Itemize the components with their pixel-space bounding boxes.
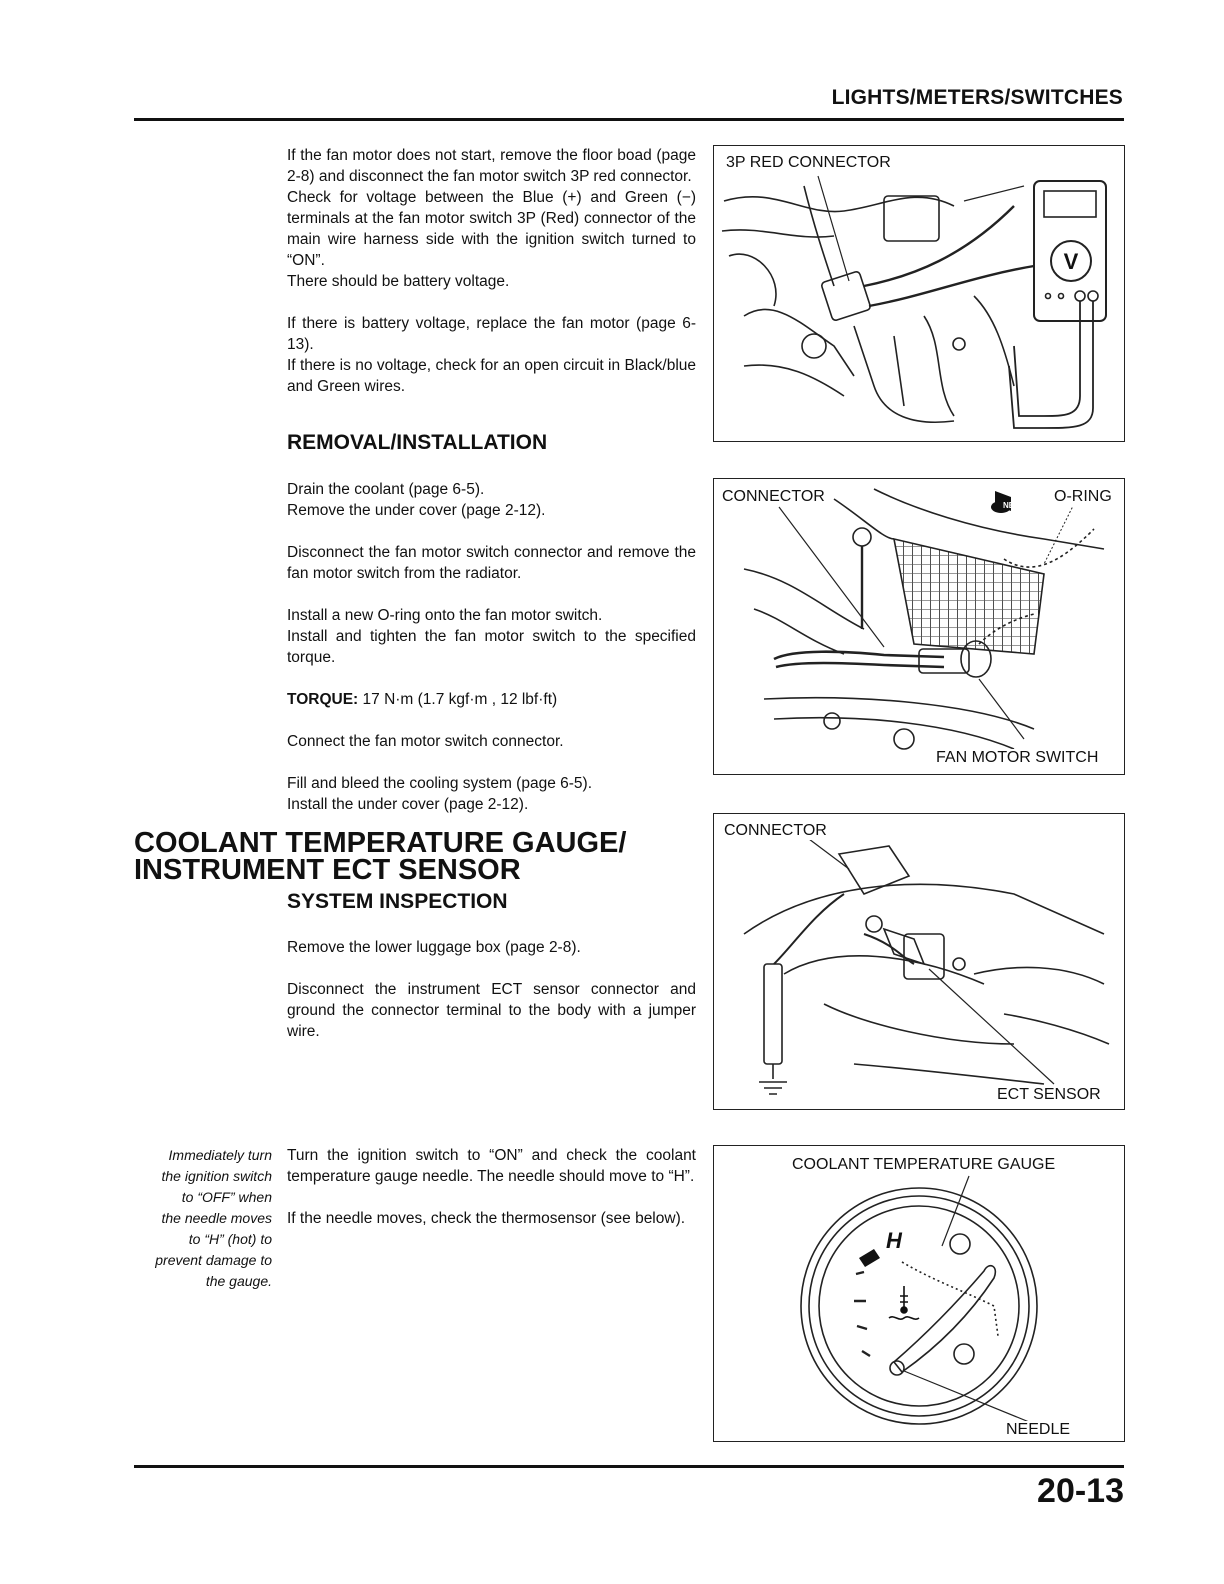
section-title: LIGHTS/METERS/SWITCHES — [831, 86, 1123, 109]
intro-paragraph-3: There should be battery voltage. — [287, 273, 510, 290]
removal-heading: REMOVAL/INSTALLATION — [287, 431, 548, 454]
intro-paragraph-2: Check for voltage between the Blue (+) and Green (−) terminals at the fan motor switch 3P (Red) connector of the main wire harness side with the ignition switch turned to “ON”. — [287, 189, 696, 269]
inspection-step-luggage: Remove the lower luggage box (page 2-8). — [287, 939, 581, 956]
label-ect-sensor: ECT SENSOR — [997, 1086, 1101, 1103]
page-number: 20-13 — [1037, 1472, 1124, 1510]
voltmeter-v-icon: V — [1063, 249, 1079, 274]
intro-paragraph-4: If there is battery voltage, replace the fan motor (page 6-13). — [287, 315, 696, 353]
side-note-line: the gauge. — [205, 1273, 272, 1289]
intro-text — [287, 145, 696, 397]
label-needle: NEEDLE — [1006, 1421, 1071, 1438]
label-connector: CONNECTOR — [722, 488, 825, 505]
inspection-text — [287, 937, 696, 1042]
coolant-heading-line1: COOLANT TEMPERATURE GAUGE/ — [134, 827, 627, 859]
side-note-line: prevent damage to — [155, 1252, 272, 1268]
figure-coolant-gauge-illustration — [714, 1146, 1124, 1441]
figure-3p-connector — [713, 145, 1125, 442]
figure-fan-motor-switch — [713, 478, 1125, 775]
removal-text — [287, 479, 696, 815]
label-3p-red-connector: 3P RED CONNECTOR — [726, 154, 891, 171]
side-note-line: to “OFF” when — [181, 1189, 272, 1205]
intro-paragraph-1: If the fan motor does not start, remove the floor boad (page 2-8) and disconnect the fan motor switch 3P red connector. — [287, 147, 696, 185]
inspection-step-ground: Disconnect the instrument ECT sensor connector and ground the connector terminal to the body with a jumper wire. — [287, 981, 696, 1040]
side-note-line: the needle moves — [161, 1210, 272, 1226]
figure-coolant-gauge — [713, 1145, 1125, 1442]
label-fan-motor-switch: FAN MOTOR SWITCH — [936, 749, 1099, 766]
label-o-ring: O-RING — [1054, 488, 1112, 505]
side-note-line: Immediately turn — [168, 1147, 272, 1163]
header-rule — [134, 118, 1124, 121]
figure-ect-sensor-illustration — [714, 814, 1124, 1109]
intro-paragraph-5: If there is no voltage, check for an open circuit in Black/blue and Green wires. — [287, 357, 696, 395]
removal-step-connect: Connect the fan motor switch connector. — [287, 733, 564, 750]
inspection-step-thermosensor: If the needle moves, check the thermosensor (see below). — [287, 1210, 686, 1227]
removal-step-bleed: Fill and bleed the cooling system (page 6-5). — [287, 775, 592, 792]
new-part-icon: NEW — [1003, 501, 1022, 510]
gauge-check-text — [287, 1145, 696, 1229]
label-coolant-temperature-gauge: COOLANT TEMPERATURE GAUGE — [792, 1156, 1056, 1173]
gauge-hot-mark: H — [886, 1228, 902, 1253]
removal-step-cover: Remove the under cover (page 2-12). — [287, 502, 546, 519]
removal-step-install-cover: Install the under cover (page 2-12). — [287, 796, 529, 813]
removal-step-disconnect: Disconnect the fan motor switch connector and remove the fan motor switch from the radiator. — [287, 544, 696, 582]
system-inspection-heading: SYSTEM INSPECTION — [287, 890, 508, 913]
removal-step-tighten: Install and tighten the fan motor switch to the specified torque. — [287, 628, 696, 666]
inspection-step-ignition: Turn the ignition switch to “ON” and check the coolant temperature gauge needle. The needle should move to “H”. — [287, 1147, 696, 1185]
removal-step-oring: Install a new O-ring onto the fan motor switch. — [287, 607, 603, 624]
removal-step-drain: Drain the coolant (page 6-5). — [287, 481, 485, 498]
side-note-line: the ignition switch — [161, 1168, 272, 1184]
torque-value: 17 N·m (1.7 kgf·m , 12 lbf·ft) — [362, 691, 558, 708]
label-ect-connector: CONNECTOR — [724, 822, 827, 839]
coolant-heading-line2: INSTRUMENT ECT SENSOR — [134, 854, 521, 886]
figure-ect-sensor — [713, 813, 1125, 1110]
side-note-line: to “H” (hot) to — [188, 1231, 272, 1247]
side-note — [120, 1145, 272, 1292]
figure-fan-motor-switch-illustration — [714, 479, 1124, 774]
torque-spec — [287, 689, 696, 710]
footer-rule — [134, 1465, 1124, 1468]
torque-label: TORQUE: — [287, 691, 359, 708]
figure-3p-connector-illustration — [714, 146, 1124, 441]
